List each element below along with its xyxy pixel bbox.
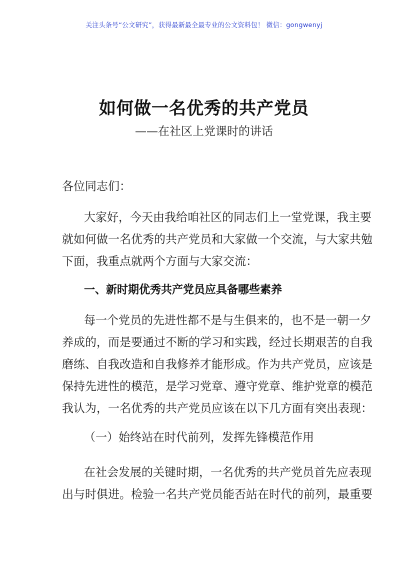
header-note: 关注头条号“公文研究”，获得最新最全最专业的公文资料包！ 微信：gongwenyj — [85, 21, 323, 29]
intro-line: 就如何做一名优秀的共产党员和大家做一个交流，与大家共勉 — [62, 232, 373, 246]
subsection-heading: （一）始终站在时代前列，发挥先锋模范作用 — [84, 430, 314, 444]
intro-line: 大家好，今天由我给咱社区的同志们上一堂党课，我主要 — [84, 210, 372, 224]
body-line: 每一个党员的先进性都不是与生俱来的，也不是一朝一夕 — [84, 313, 372, 327]
body-line: 我认为，一名优秀的共产党员应该在以下几方面有突出表现： — [62, 401, 373, 415]
body-line: 在社会发展的关键时期，一名优秀的共产党员首先应表现 — [84, 465, 372, 479]
body-line: 磨练、自我改造和自我修养才能形成。作为共产党员，应该是 — [62, 357, 373, 371]
intro-line: 下面，我重点就两个方面与大家交流： — [62, 254, 258, 268]
document-title: 如何做一名优秀的共产党员 — [99, 99, 309, 119]
section-heading: 一、新时期优秀共产党员应具备哪些素养 — [84, 283, 282, 296]
body-line: 保持先进性的模范，是学习党章、遵守党章、维护党章的模范 — [62, 379, 373, 393]
document-subtitle: ——在社区上党课时的讲话 — [135, 124, 273, 138]
body-line: 出与时俱进。检验一名共产党员能否站在时代的前列，最重要 — [62, 487, 373, 501]
salutation: 各位同志们： — [62, 179, 131, 193]
body-line: 养成的，而是要通过不断的学习和实践，经过长期艰苦的自我 — [62, 335, 373, 349]
